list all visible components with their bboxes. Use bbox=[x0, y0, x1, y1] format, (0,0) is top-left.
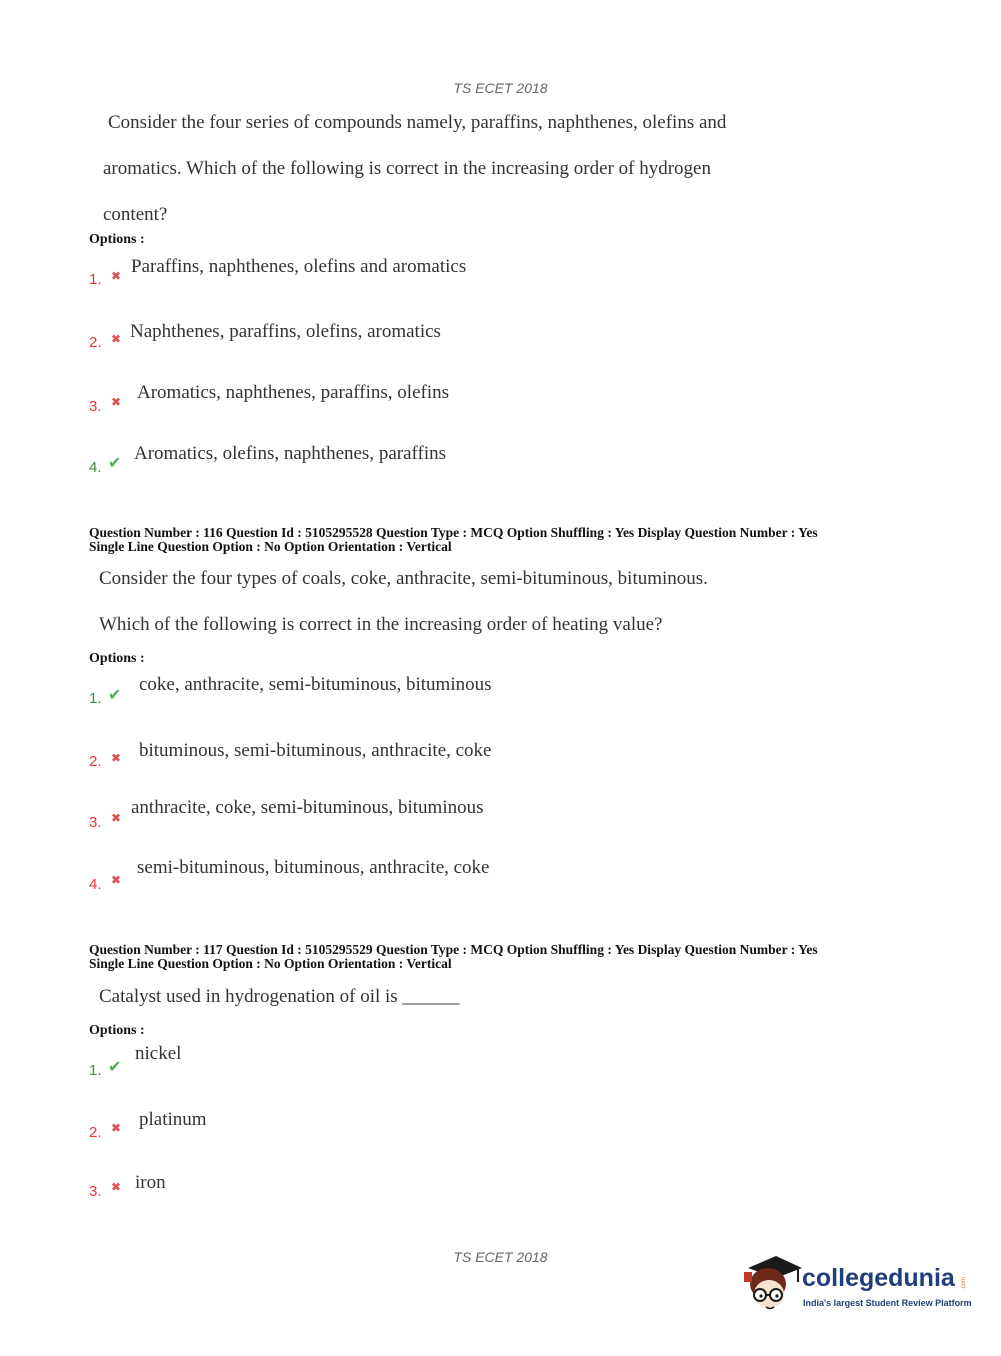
option-number: 4. bbox=[89, 876, 102, 893]
options-label: Options : bbox=[89, 651, 145, 666]
option-number: 2. bbox=[89, 753, 102, 770]
wrong-icon: ✖ bbox=[111, 751, 122, 765]
brand-com: .com bbox=[961, 1276, 967, 1290]
option-number: 1. bbox=[89, 1062, 102, 1079]
option-number: 3. bbox=[89, 1183, 102, 1200]
options-label: Options : bbox=[89, 1023, 145, 1038]
question-meta: Single Line Question Option : No Option Orientation : Vertical bbox=[89, 956, 452, 971]
option-number: 4. bbox=[89, 459, 102, 476]
option-text: anthracite, coke, semi-bituminous, bituminous bbox=[131, 797, 484, 818]
option-number: 1. bbox=[89, 271, 102, 288]
wrong-icon: ✖ bbox=[111, 873, 122, 887]
wrong-icon: ✖ bbox=[111, 1180, 122, 1194]
option-text: coke, anthracite, semi-bituminous, bituminous bbox=[139, 674, 492, 695]
option-text: iron bbox=[135, 1172, 166, 1193]
option-text: Aromatics, olefins, naphthenes, paraffins bbox=[134, 443, 447, 464]
correct-check-icon: ✔ bbox=[108, 453, 122, 472]
wrong-icon: ✖ bbox=[111, 1121, 122, 1135]
option-text: semi-bituminous, bituminous, anthracite, coke bbox=[137, 857, 490, 878]
option-number: 2. bbox=[89, 334, 102, 351]
collegedunia-mascot-logo bbox=[742, 1250, 804, 1314]
correct-check-icon: ✔ bbox=[108, 685, 122, 704]
option-text: Naphthenes, paraffins, olefins, aromatics bbox=[130, 321, 441, 342]
question-meta: Question Number : 116 Question Id : 5105295528 Question Type : MCQ Option Shuffling : Yes Display Question Number : Yes bbox=[89, 525, 818, 540]
question-text-line: Catalyst used in hydrogenation of oil is ______ bbox=[99, 986, 460, 1007]
question-text-line: aromatics. Which of the following is correct in the increasing order of hydrogen bbox=[103, 158, 711, 179]
wrong-icon: ✖ bbox=[111, 332, 122, 346]
option-number: 1. bbox=[89, 690, 102, 707]
question-text-line: Which of the following is correct in the increasing order of heating value? bbox=[99, 614, 663, 635]
option-text: bituminous, semi-bituminous, anthracite, coke bbox=[139, 740, 492, 761]
brand-tagline: India's largest Student Review Platform bbox=[803, 1298, 972, 1308]
question-meta: Question Number : 117 Question Id : 5105295529 Question Type : MCQ Option Shuffling : Yes Display Question Number : Yes bbox=[89, 942, 818, 957]
wrong-icon: ✖ bbox=[111, 811, 122, 825]
brand-name: collegedunia bbox=[802, 1264, 955, 1292]
question-text-line: Consider the four series of compounds namely, paraffins, naphthenes, olefins and bbox=[108, 112, 727, 133]
option-number: 3. bbox=[89, 398, 102, 415]
page-header: TS ECET 2018 bbox=[453, 80, 548, 96]
option-text: nickel bbox=[135, 1043, 182, 1064]
wrong-icon: ✖ bbox=[111, 395, 122, 409]
page-footer: TS ECET 2018 bbox=[453, 1249, 548, 1265]
option-text: Paraffins, naphthenes, olefins and aromatics bbox=[131, 256, 467, 277]
option-number: 3. bbox=[89, 814, 102, 831]
correct-check-icon: ✔ bbox=[108, 1057, 122, 1076]
options-label: Options : bbox=[89, 232, 145, 247]
wrong-icon: ✖ bbox=[111, 269, 122, 283]
option-number: 2. bbox=[89, 1124, 102, 1141]
question-text-line: content? bbox=[103, 204, 168, 225]
question-meta: Single Line Question Option : No Option Orientation : Vertical bbox=[89, 539, 452, 554]
option-text: Aromatics, naphthenes, paraffins, olefins bbox=[137, 382, 450, 403]
question-text-line: Consider the four types of coals, coke, anthracite, semi-bituminous, bituminous. bbox=[99, 568, 708, 589]
option-text: platinum bbox=[139, 1109, 207, 1130]
